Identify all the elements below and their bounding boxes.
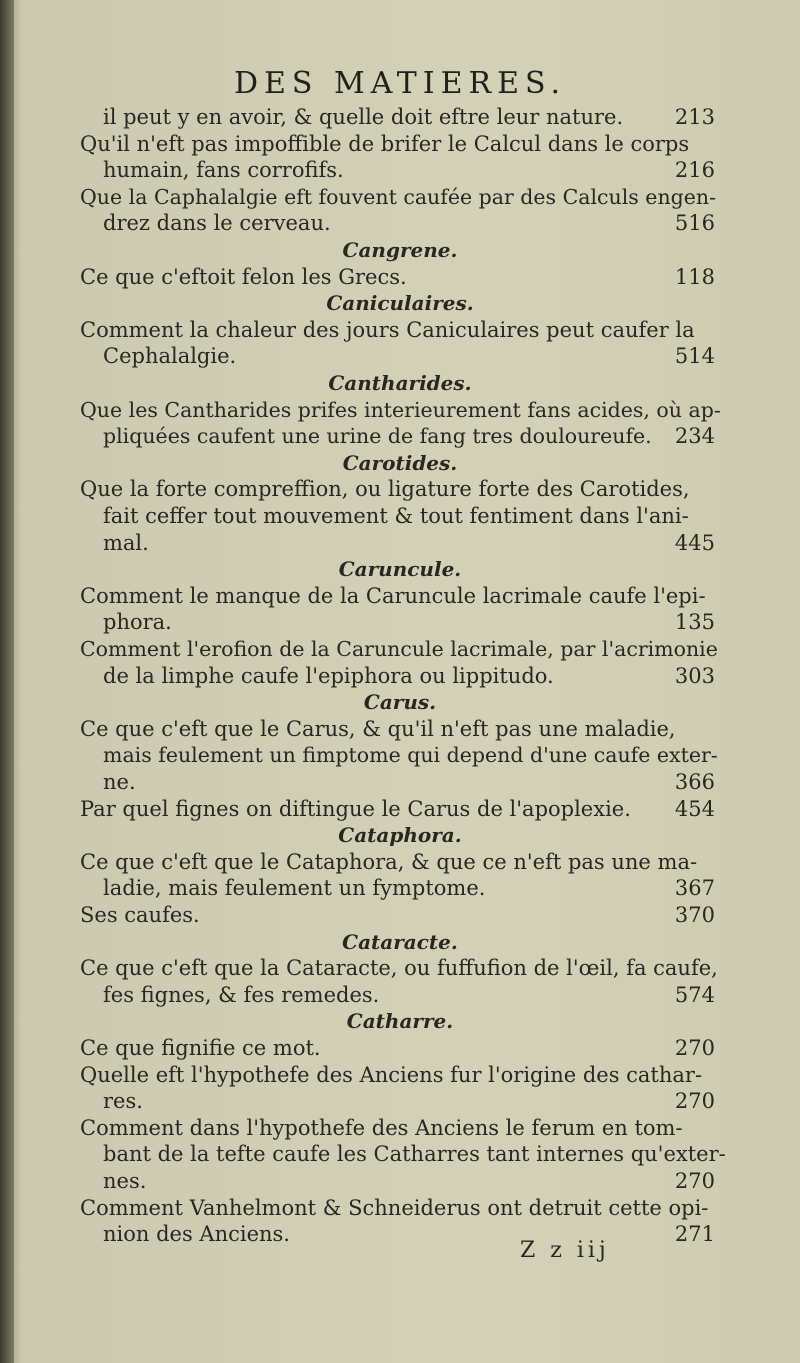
index-entry-line	[0, 767, 800, 797]
index-heading	[0, 1006, 800, 1036]
index-entry-line	[0, 980, 800, 1010]
index-entry-line	[0, 1113, 800, 1143]
entry-text: ne.	[103, 770, 136, 794]
index-entry-line	[0, 208, 800, 238]
page-number: 370	[674, 903, 715, 927]
entry-text: Ce que c'eft que la Cataracte, ou fuffufion de l'œil, fa caufe,	[80, 956, 718, 981]
entry-text: Quelle eft l'hypothefe des Anciens fur l'origine des cathar-	[80, 1062, 703, 1087]
entry-text: Catharre.	[346, 1009, 454, 1034]
entry-text: Cephalalgie.	[103, 344, 237, 369]
entry-text: Ce que c'eftoit felon les Grecs.	[80, 264, 407, 289]
entry-text: Carotides.	[342, 450, 458, 475]
index-entry-line	[0, 607, 800, 637]
entry-text: Cantharides.	[328, 371, 472, 395]
index-entry-line	[0, 900, 800, 930]
index-entry-line	[0, 421, 800, 451]
entry-text: de la limphe caufe l'epiphora ou lippitudo.	[103, 663, 554, 688]
page-number: 445	[674, 530, 715, 555]
index-entry-line	[0, 1193, 800, 1223]
entry-text: Comment Vanhelmont & Schneiderus ont detruit cette opi-	[80, 1195, 709, 1220]
entry-text: Cangrene.	[342, 238, 458, 262]
entry-text: drez dans le cerveau.	[103, 211, 331, 236]
entry-text: Que les Cantharides prifes interieurement fans acides, où ap-	[80, 397, 721, 422]
entry-text: fait ceffer tout mouvement & tout fentiment dans l'ani-	[103, 504, 689, 528]
index-entry-line	[0, 155, 800, 185]
entry-text: Ce que c'eft que le Carus, & qu'il n'eft pas une maladie,	[80, 716, 676, 741]
entry-text: Carus.	[363, 690, 437, 715]
index-entry-line	[0, 262, 800, 292]
page-header: DES MATIERES.	[233, 66, 567, 101]
entry-text: humain, fans corrofifs.	[103, 158, 344, 183]
entry-text: fes fignes, & fes remedes.	[103, 982, 380, 1007]
entry-text: Qu'il n'eft pas impoffible de brifer le Calcul dans le corps	[80, 131, 690, 156]
index-heading	[0, 927, 800, 957]
index-entry-line	[0, 501, 800, 531]
entry-text: phora.	[103, 610, 172, 635]
index-heading	[0, 288, 800, 318]
entry-text: Ce que fignifie ce mot.	[80, 1036, 321, 1060]
index-entry-line	[0, 847, 800, 877]
entry-text: Cataracte.	[342, 929, 458, 954]
signature-mark: Z z iij	[520, 1238, 610, 1263]
page-number: 303	[674, 663, 715, 688]
page-number: 135	[674, 610, 715, 635]
entry-text: Caruncule.	[338, 557, 462, 582]
entry-text: Caniculaires.	[326, 291, 474, 316]
entry-text: bant de la tefte caufe les Catharres tant internes qu'exter-	[103, 1142, 726, 1167]
index-heading	[0, 554, 800, 584]
page-number: 514	[674, 344, 715, 369]
index-entry-line	[0, 102, 800, 132]
index-entry-line	[0, 182, 800, 212]
index-heading	[0, 368, 800, 398]
entry-text: Cataphora.	[338, 823, 462, 848]
entry-text: Que la Caphalalgie eft fouvent caufée par des Calculs engen-	[80, 184, 717, 209]
page-number: 270	[674, 1089, 715, 1114]
entry-text: Comment l'erofion de la Caruncule lacrimale, par l'acrimonie	[80, 637, 718, 661]
index-entry-line	[0, 1139, 800, 1169]
entry-text: nion des Anciens.	[103, 1222, 290, 1247]
index-entry-line	[0, 714, 800, 744]
index-entry-line	[0, 341, 800, 371]
entry-text: Que la forte compreffion, ou ligature forte des Carotides,	[80, 477, 690, 502]
index-entry-line	[0, 953, 800, 983]
index-heading	[0, 235, 800, 265]
entry-text: nes.	[103, 1169, 147, 1193]
entry-text: il peut y en avoir, & quelle doit eftre leur nature.	[103, 105, 624, 129]
entry-text: Comment le manque de la Caruncule lacrimale caufe l'epi-	[80, 583, 706, 608]
entry-text: res.	[103, 1089, 143, 1114]
entry-text: Ce que c'eft que le Cataphora, & que ce n'eft pas une ma-	[80, 849, 698, 874]
page-number: 574	[674, 982, 715, 1007]
index-entry-line	[0, 1060, 800, 1090]
index-entry-line	[0, 1166, 800, 1196]
entry-text: Ses caufes.	[80, 903, 200, 927]
page-number: 366	[674, 770, 715, 794]
page-number: 216	[674, 158, 715, 183]
entry-text: Par quel fignes on diftingue le Carus de l'apoplexie.	[80, 796, 631, 821]
index-entry-line	[0, 1033, 800, 1063]
page-number: 367	[674, 876, 715, 901]
page-number: 213	[674, 105, 715, 129]
page-number: 234	[674, 424, 715, 449]
index-entry-line	[0, 873, 800, 903]
index-entry-line	[0, 395, 800, 425]
index-heading	[0, 820, 800, 850]
index-entry-line	[0, 1086, 800, 1116]
page-number: 271	[674, 1222, 715, 1247]
entry-text: mal.	[103, 530, 149, 555]
entry-text: Comment dans l'hypothefe des Anciens le ferum en tom-	[80, 1115, 683, 1140]
entry-text: ladie, mais feulement un fymptome.	[103, 876, 486, 901]
page-number: 454	[674, 796, 715, 821]
index-heading	[0, 448, 800, 478]
index-entry-line	[0, 581, 800, 611]
entry-text: Comment la chaleur des jours Caniculaires peut caufer la	[80, 317, 695, 342]
index-entry-line	[0, 474, 800, 504]
index-entry-line	[0, 661, 800, 691]
index-entry-line	[0, 528, 800, 558]
index-entry-line	[0, 634, 800, 664]
entry-text: mais feulement un fimptome qui depend d'une caufe exter-	[103, 743, 718, 768]
entry-text: pliquées caufent une urine de fang tres douloureufe.	[103, 424, 652, 449]
index-entry-line	[0, 129, 800, 159]
page-number: 270	[674, 1169, 715, 1193]
index-entry-line	[0, 740, 800, 770]
index-entry-line	[0, 1219, 800, 1249]
page-number: 516	[674, 211, 715, 236]
index-entry-line	[0, 315, 800, 345]
page-number: 270	[674, 1036, 715, 1060]
page-number: 118	[674, 264, 715, 289]
index-heading	[0, 687, 800, 717]
index-entry-line	[0, 794, 800, 824]
